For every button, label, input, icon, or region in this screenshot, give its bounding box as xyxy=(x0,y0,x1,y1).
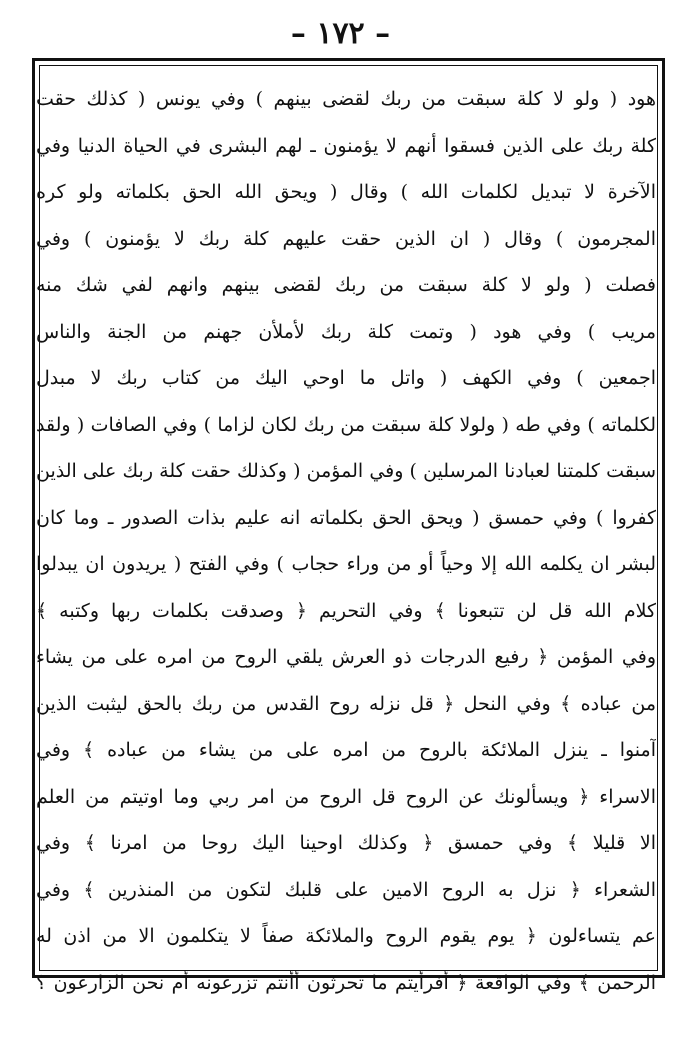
text-line: كفروا ) وفي حمسق ( ويحق الحق بكلماته انه عليم بذات الصدور ـ وما كان xyxy=(36,506,656,529)
text-line: الآخرة لا تبديل لكلمات الله ) وقال ( ويحق الله الحق بكلماته ولو كره xyxy=(36,181,656,203)
text-line: فصلت ( ولو لا كلة سبقت من ربك لقضى بينهم وانهم لفي شك منه xyxy=(36,274,656,296)
text-line: سبقت كلمتنا لعبادنا المرسلين ) وفي المؤمن ( وكذلك حقت كلة ربك على الذين xyxy=(36,460,656,482)
text-line: مريب ) وفي هود ( وتمت كلة ربك لأملأن جهنم من الجنة والناس xyxy=(36,320,656,343)
text-line: لكلماته ) وفي طه ( ولولا كلة سبقت من ربك لكان لزاما ) وفي الصافات ( ولقد xyxy=(36,413,656,436)
text-line: اجمعين ) وفي الكهف ( واتل ما اوحي اليك من كتاب ربك لا مبدل xyxy=(36,367,656,389)
text-line: آمنوا ـ ينزل الملائكة بالروح من امره على من يشاء من عباده ﴾ وفي xyxy=(36,739,656,761)
text-line: كلة ربك على الذين فسقوا أنهم لا يؤمنون ـ لهم البشرى في الحياة الدنيا وفي xyxy=(36,134,656,157)
text-line: الشعراء ﴿ نزل به الروح الامين على قلبك لتكون من المنذرين ﴾ وفي xyxy=(36,878,656,901)
text-line: الا قليلا ﴾ وفي حمسق ﴿ وكذلك اوحينا اليك روحا من امرنا ﴾ وفي xyxy=(36,832,656,854)
text-line: هود ( ولو لا كلة سبقت من ربك لقضى بينهم ) وفي يونس ( كذلك حقت xyxy=(36,88,656,110)
text-line: الرحمن ﴾ وفي الواقعة ﴿ أفرأيتم ما تحرثون أأنتم تزرعونه أم نحن الزارعون ؟ xyxy=(36,971,656,994)
text-line: المجرمون ) وقال ( ان الذين حقت عليهم كلة ربك لا يؤمنون ) وفي xyxy=(36,227,656,250)
text-line: لبشر ان يكلمه الله إلا وحياً أو من وراء حجاب ) وفي الفتح ( يريدون ان يبدلوا xyxy=(36,553,656,575)
text-line: كلام الله قل لن تتبعونا ﴾ وفي التحريم ﴿ وصدقت بكلمات ربها وكتبه ﴾ xyxy=(36,599,656,622)
text-line: وفي المؤمن ﴿ رفيع الدرجات ذو العرش يلقي الروح من امره على من يشاء xyxy=(36,646,656,668)
page-number: – ١٧٢ – xyxy=(290,16,391,51)
text-line: الاسراء ﴿ ويسألونك عن الروح قل الروح من امر ربي وما اوتيتم من العلم xyxy=(36,785,656,808)
text-line: من عباده ﴾ وفي النحل ﴿ قل نزله روح القدس من ربك بالحق ليثبت الذين xyxy=(36,692,656,715)
text-line: عم يتساءلون ﴿ يوم يقوم الروح والملائكة صفاً لا يتكلمون الا من اذن له xyxy=(36,925,656,947)
body-text xyxy=(36,76,656,1006)
